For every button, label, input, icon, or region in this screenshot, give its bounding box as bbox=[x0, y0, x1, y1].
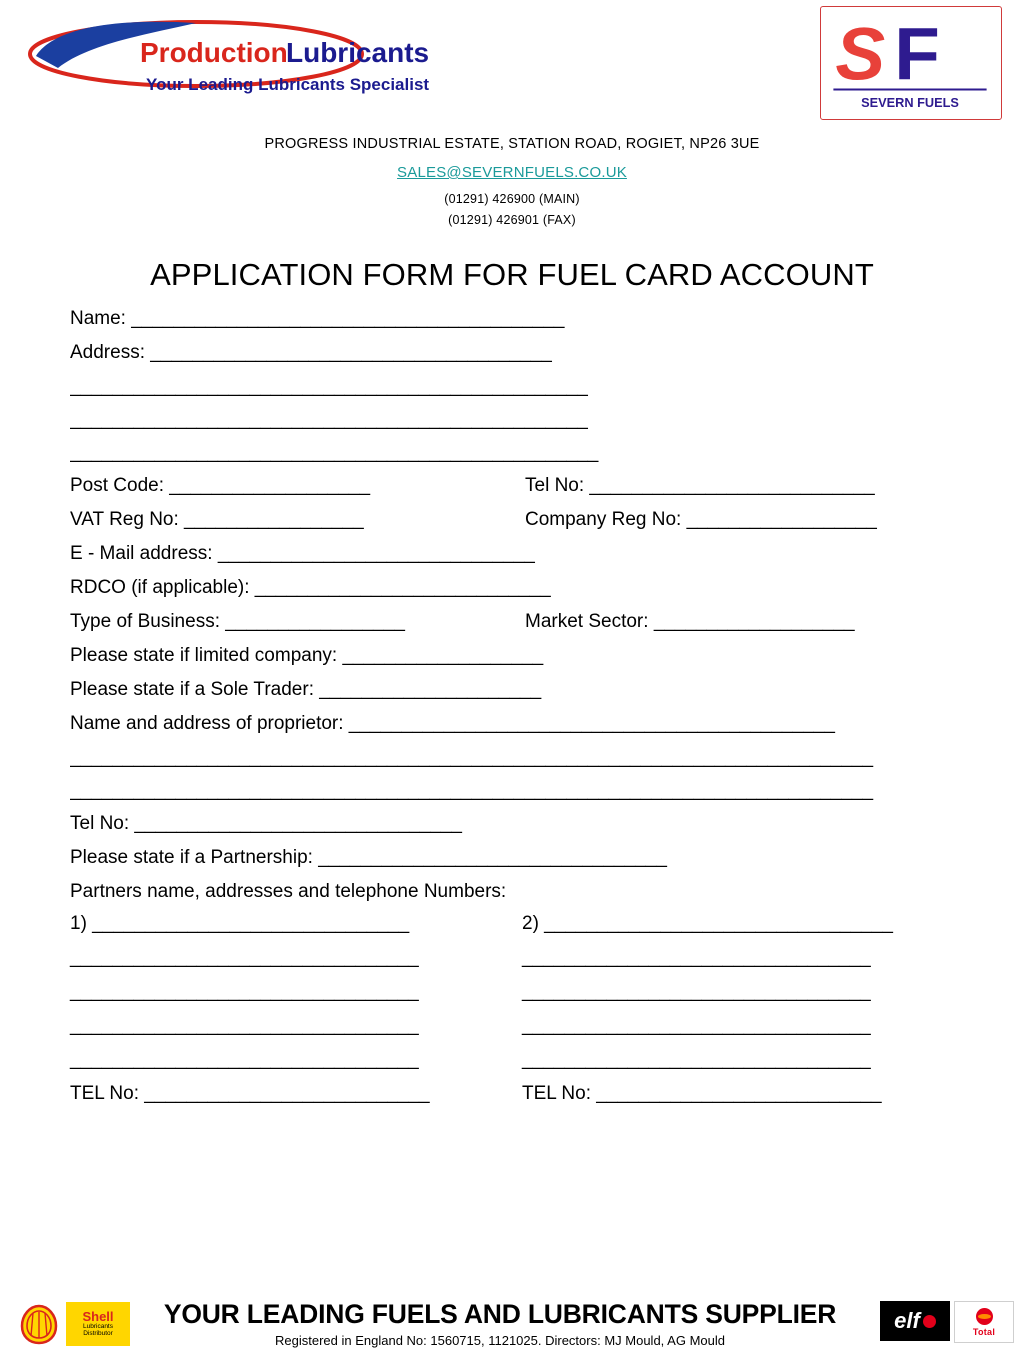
production-lubricants-logo-graphic bbox=[28, 14, 448, 114]
shell-pecten-icon bbox=[18, 1302, 60, 1346]
field-company-reg-no[interactable]: Company Reg No: __________________ bbox=[525, 509, 877, 530]
field-vat-reg-no[interactable]: VAT Reg No: _________________ bbox=[70, 509, 364, 530]
telephone-fax: (01291) 426901 (FAX) bbox=[448, 213, 576, 227]
total-ball-icon bbox=[976, 1308, 993, 1325]
production-lubricants-logo bbox=[28, 14, 448, 114]
field-limited-company[interactable]: Please state if limited company: ___________________ bbox=[70, 646, 544, 665]
email-link[interactable]: SALES@SEVERNFUELS.CO.UK bbox=[397, 164, 627, 181]
partner-row-5 bbox=[70, 1050, 956, 1069]
svg-text:Your Leading Lubricants Specia: Your Leading Lubricants Specialist bbox=[146, 75, 430, 94]
partner-1-line-4[interactable]: _________________________________ bbox=[70, 1015, 419, 1036]
shell-brand-text: Shell bbox=[82, 1309, 114, 1325]
elf-logo bbox=[880, 1301, 950, 1341]
application-form bbox=[0, 309, 1024, 1103]
partner-1-tel[interactable]: TEL No: ___________________________ bbox=[70, 1083, 430, 1104]
field-type-of-business[interactable]: Type of Business: _________________ bbox=[70, 611, 405, 632]
svg-text:SEVERN FUELS: SEVERN FUELS bbox=[861, 95, 959, 111]
field-address-line-4[interactable]: __________________________________________________ bbox=[70, 443, 599, 462]
partner-2-line-4[interactable]: _________________________________ bbox=[522, 1015, 871, 1036]
field-name[interactable]: Name: _________________________________________ bbox=[70, 309, 565, 328]
partner-row-1 bbox=[70, 914, 956, 933]
partner-row-3 bbox=[70, 982, 956, 1001]
row-postcode-tel bbox=[70, 476, 956, 495]
field-address-line-2[interactable]: _________________________________________________ bbox=[70, 377, 588, 396]
partner-row-2 bbox=[70, 948, 956, 967]
partner-2-tel[interactable]: TEL No: ___________________________ bbox=[522, 1083, 882, 1104]
row-business-sector bbox=[70, 612, 956, 631]
company-address: PROGRESS INDUSTRIAL ESTATE, STATION ROAD, ROGIET, NP26 3UE bbox=[264, 136, 760, 152]
row-vat-companyreg bbox=[70, 510, 956, 529]
severn-fuels-logo bbox=[820, 6, 1002, 120]
total-logo-text: Total bbox=[972, 1326, 996, 1337]
field-proprietor[interactable]: Name and address of proprietor: ______________________________________________ bbox=[70, 714, 835, 733]
svg-text:Production: Production bbox=[140, 37, 288, 68]
partner-1-line-5[interactable]: _________________________________ bbox=[70, 1049, 419, 1070]
field-post-code[interactable]: Post Code: ___________________ bbox=[70, 475, 371, 496]
partner-2-line-3[interactable]: _________________________________ bbox=[522, 981, 871, 1002]
partner-1-label[interactable]: 1) ______________________________ bbox=[70, 913, 410, 934]
field-proprietor-line-2[interactable]: ____________________________________________________________________________ bbox=[70, 748, 874, 767]
field-market-sector[interactable]: Market Sector: ___________________ bbox=[525, 611, 855, 632]
field-sole-trader[interactable]: Please state if a Sole Trader: _____________________ bbox=[70, 680, 542, 699]
field-rdco[interactable]: RDCO (if applicable): ____________________________ bbox=[70, 578, 551, 597]
partner-row-4 bbox=[70, 1016, 956, 1035]
field-proprietor-line-3[interactable]: ____________________________________________________________________________ bbox=[70, 781, 874, 800]
field-partnership[interactable]: Please state if a Partnership: _________________________________ bbox=[70, 848, 667, 867]
document-header bbox=[0, 0, 1024, 128]
partner-2-line-2[interactable]: _________________________________ bbox=[522, 947, 871, 968]
severn-fuels-logo-graphic bbox=[821, 7, 999, 117]
page-title: APPLICATION FORM FOR FUEL CARD ACCOUNT bbox=[150, 257, 874, 292]
partners-table bbox=[70, 914, 956, 1103]
field-email-address[interactable]: E - Mail address: ______________________________ bbox=[70, 544, 535, 563]
contact-block bbox=[0, 136, 1024, 227]
svg-text:S: S bbox=[835, 11, 886, 96]
partner-1-line-3[interactable]: _________________________________ bbox=[70, 981, 419, 1002]
elf-logo-text: elf bbox=[894, 1308, 920, 1333]
field-tel-no[interactable]: Tel No: ___________________________ bbox=[525, 475, 875, 496]
field-address-line-3[interactable]: _________________________________________________ bbox=[70, 410, 588, 429]
shell-distributor-badge bbox=[66, 1302, 130, 1346]
shell-logo bbox=[18, 1300, 130, 1348]
telephone-main: (01291) 426900 (MAIN) bbox=[444, 192, 580, 206]
svg-text:Lubricants: Lubricants bbox=[286, 37, 430, 68]
partner-tel-row bbox=[70, 1084, 956, 1103]
partner-1-line-2[interactable]: _________________________________ bbox=[70, 947, 419, 968]
total-logo bbox=[954, 1301, 1014, 1343]
partner-2-line-5[interactable]: _________________________________ bbox=[522, 1049, 871, 1070]
footer-slogan: YOUR LEADING FUELS AND LUBRICANTS SUPPLIER bbox=[163, 1299, 837, 1329]
partner-2-label[interactable]: 2) _________________________________ bbox=[522, 913, 893, 934]
field-address[interactable]: Address: ______________________________________ bbox=[70, 343, 552, 362]
field-tel-no-proprietor[interactable]: Tel No: _______________________________ bbox=[70, 814, 462, 833]
svg-text:F: F bbox=[894, 11, 940, 96]
elf-dot-icon bbox=[923, 1315, 936, 1328]
document-footer bbox=[0, 1297, 1024, 1365]
shell-distributor-text: Distributor bbox=[83, 1329, 113, 1337]
partners-heading: Partners name, addresses and telephone Numbers: bbox=[70, 882, 507, 901]
footer-registration: Registered in England No: 1560715, 1121025. Directors: MJ Mould, AG Mould bbox=[275, 1333, 725, 1348]
shell-lubricants-text: Lubricants bbox=[83, 1323, 113, 1330]
